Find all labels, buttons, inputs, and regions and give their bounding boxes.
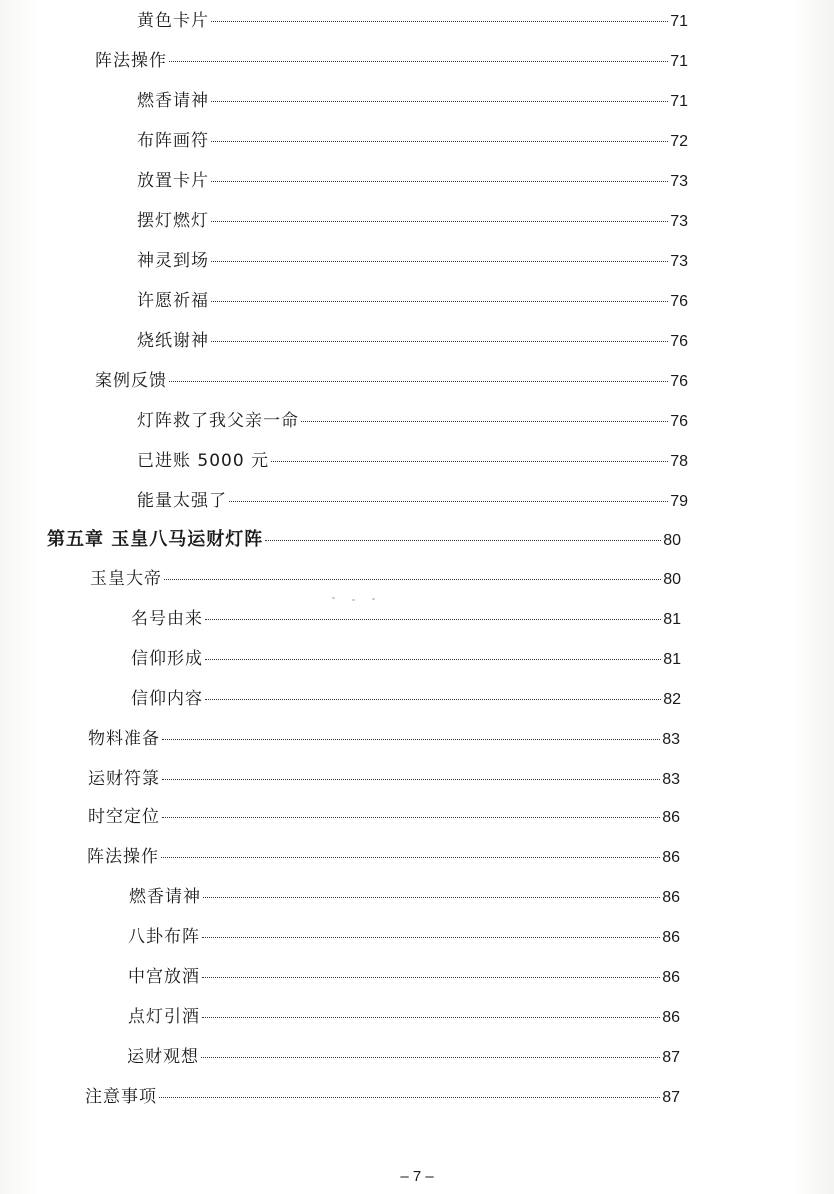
toc-entry-page: 72 [670,133,688,150]
toc-entry-title: 神灵到场 [137,251,209,271]
dot-leader [169,61,668,62]
toc-entry-page: 71 [670,53,688,70]
toc-entry [88,802,680,832]
toc-entry-page: 83 [662,731,680,748]
toc-entry-title: 八卦布阵 [128,927,200,947]
toc-entry-title: 灯阵救了我父亲一命 [137,411,299,431]
dot-leader [205,659,661,660]
toc-entry [85,1082,680,1112]
toc-entry [137,486,688,516]
toc-entry-title: 物料准备 [88,729,160,749]
toc-entry-title: 能量太强了 [137,491,227,511]
dot-leader [211,101,668,102]
dot-leader [202,937,660,938]
toc-entry-page: 73 [670,213,688,230]
toc-entry [87,842,680,872]
toc-chapter-entry [47,525,681,555]
toc-entry-title: 烧纸谢神 [137,331,209,351]
toc-entry [95,366,688,396]
dot-leader [201,1057,660,1058]
toc-entry-page: 76 [670,293,688,310]
toc-entry [88,764,680,794]
dot-leader [301,421,668,422]
toc-entry-title: 时空定位 [88,807,160,827]
toc-entry [131,644,681,674]
toc-entry [137,206,688,236]
toc-entry-page: 79 [670,493,688,510]
toc-entry [88,724,680,754]
toc-entry [95,46,688,76]
dot-leader [159,1097,660,1098]
toc-entry-title: 摆灯燃灯 [137,211,209,231]
scan-speck [332,597,335,599]
toc-entry [129,882,680,912]
dot-leader [205,699,661,700]
dot-leader [169,381,668,382]
toc-entry-title: 燃香请神 [137,91,209,111]
toc-entry [137,246,688,276]
toc-entry [137,6,688,36]
toc-entry [128,1002,680,1032]
toc-entry-page: 83 [662,771,680,788]
dot-leader [229,501,668,502]
dot-leader [161,857,660,858]
toc-entry-page: 80 [663,571,681,588]
toc-entry-title: 燃香请神 [129,887,201,907]
toc-entry-page: 86 [662,929,680,946]
toc-entry-title: 第五章 玉皇八马运财灯阵 [47,529,264,550]
toc-entry-title: 布阵画符 [137,131,209,151]
dot-leader [162,817,660,818]
toc-entry-page: 71 [670,13,688,30]
toc-entry-page: 87 [662,1049,680,1066]
dot-leader [211,181,668,182]
toc-entry [131,684,681,714]
toc-entry-page: 76 [670,373,688,390]
toc-entry-page: 82 [663,691,681,708]
toc-entry-page: 73 [670,253,688,270]
toc-entry-page: 86 [662,849,680,866]
toc-entry-page: 86 [662,889,680,906]
toc-entry [137,446,688,476]
toc-entry-page: 80 [663,532,681,549]
toc-entry [137,326,688,356]
toc-entry [137,166,688,196]
toc-entry [131,604,681,634]
toc-entry-title: 阵法操作 [87,847,159,867]
toc-entry [137,286,688,316]
toc-entry [90,564,681,594]
dot-leader [265,540,661,541]
toc-entry-title: 运财符箓 [88,769,160,789]
toc-entry-page: 71 [670,93,688,110]
toc-entry-page: 87 [662,1089,680,1106]
toc-entry-title: 案例反馈 [95,371,167,391]
toc-entry [137,86,688,116]
toc-entry-page: 73 [670,173,688,190]
toc-entry [128,962,680,992]
toc-entry-title: 注意事项 [85,1087,157,1107]
toc-entry-page: 86 [662,1009,680,1026]
toc-entry-title: 黄色卡片 [137,11,209,31]
dot-leader [205,619,661,620]
dot-leader [211,301,668,302]
toc-entry-page: 86 [662,809,680,826]
toc-entry-page: 81 [663,611,681,628]
toc-entry-page: 76 [670,413,688,430]
dot-leader [203,897,660,898]
dot-leader [162,779,660,780]
toc-entry-page: 78 [670,453,688,470]
dot-leader [211,261,668,262]
toc-entry [127,1042,680,1072]
toc-entry-title: 中宫放酒 [128,967,200,987]
dot-leader [211,341,668,342]
toc-entry-title: 信仰内容 [131,689,203,709]
toc-entry-page: 81 [663,651,681,668]
scan-speck [372,598,375,600]
dot-leader [162,739,660,740]
toc-entry-title: 点灯引酒 [128,1007,200,1027]
toc-entry [128,922,680,952]
toc-entry-title: 运财观想 [127,1047,199,1067]
toc-entry-title: 放置卡片 [137,171,209,191]
dot-leader [202,977,660,978]
dot-leader [211,221,668,222]
toc-entry-title: 信仰形成 [131,649,203,669]
page-number: – 7 – [400,1168,434,1185]
scan-speck [352,599,355,601]
toc-entry-title: 玉皇大帝 [90,569,162,589]
toc-entry-page: 76 [670,333,688,350]
dot-leader [271,461,668,462]
dot-leader [211,141,668,142]
dot-leader [202,1017,660,1018]
toc-entry-title: 阵法操作 [95,51,167,71]
toc-entry-page: 86 [662,969,680,986]
toc-entry [137,406,688,436]
toc-entry-title: 名号由来 [131,609,203,629]
toc-entry [137,126,688,156]
toc-entry-title: 许愿祈福 [137,291,209,311]
dot-leader [211,21,668,22]
dot-leader [164,579,661,580]
toc-entry-title: 已进账 5000 元 [137,451,270,471]
